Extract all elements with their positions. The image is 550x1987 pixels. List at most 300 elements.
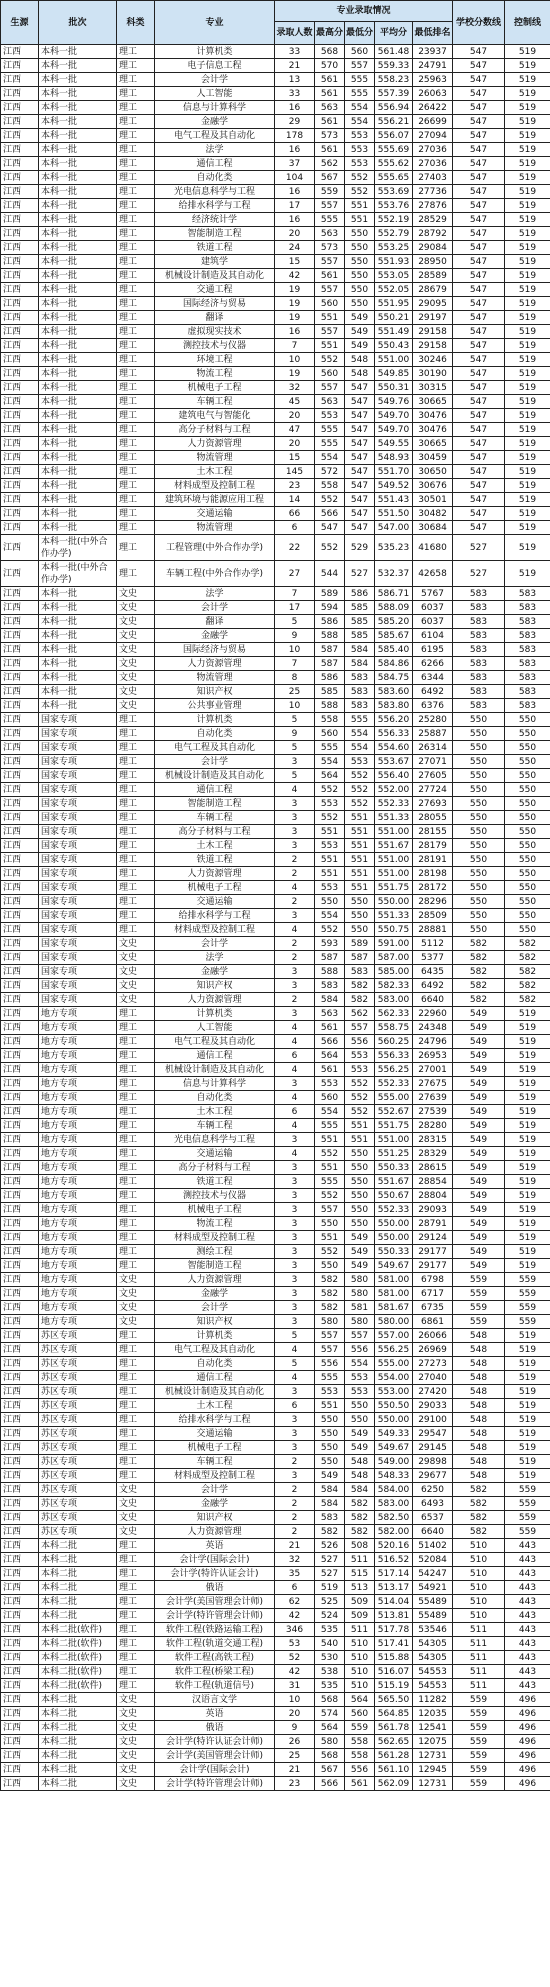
cell-school-line: 550 [453, 839, 505, 853]
cell-source: 江西 [1, 423, 39, 437]
cell-batch: 地方专项 [39, 1133, 117, 1147]
cell-count: 21 [275, 1763, 315, 1777]
table-row [1, 1651, 550, 1665]
cell-batch: 地方专项 [39, 1007, 117, 1021]
cell-major: 环境工程 [155, 353, 275, 367]
cell-min: 550 [345, 1161, 375, 1175]
cell-min: 549 [345, 1245, 375, 1259]
cell-avg: 558.75 [375, 1021, 413, 1035]
cell-min: 560 [345, 1707, 375, 1721]
cell-source: 江西 [1, 713, 39, 727]
cell-count: 42 [275, 269, 315, 283]
cell-avg: 556.21 [375, 115, 413, 129]
cell-batch: 国家专项 [39, 755, 117, 769]
cell-source: 江西 [1, 783, 39, 797]
table-row [1, 1749, 550, 1763]
cell-max: 560 [315, 367, 345, 381]
cell-rank: 6435 [413, 965, 453, 979]
cell-source: 江西 [1, 657, 39, 671]
cell-max: 552 [315, 923, 345, 937]
table-row [1, 755, 550, 769]
cell-major: 信息与计算科学 [155, 1077, 275, 1091]
cell-min: 551 [345, 213, 375, 227]
cell-batch: 本科一批 [39, 157, 117, 171]
cell-rank: 27539 [413, 1105, 453, 1119]
cell-avg: 548.93 [375, 451, 413, 465]
cell-max: 550 [315, 1217, 345, 1231]
cell-source: 江西 [1, 979, 39, 993]
cell-batch: 国家专项 [39, 853, 117, 867]
cell-count: 5 [275, 741, 315, 755]
cell-count: 104 [275, 171, 315, 185]
cell-max: 557 [315, 283, 345, 297]
cell-min: 549 [345, 1231, 375, 1245]
cell-subject: 理工 [117, 1651, 155, 1665]
cell-subject: 理工 [117, 381, 155, 395]
table-row [1, 1525, 550, 1539]
cell-rank: 28280 [413, 1119, 453, 1133]
cell-school-line: 547 [453, 409, 505, 423]
cell-max: 567 [315, 171, 345, 185]
cell-source: 江西 [1, 685, 39, 699]
cell-control-line: 582 [505, 937, 550, 951]
cell-min: 589 [345, 937, 375, 951]
cell-control-line: 519 [505, 325, 550, 339]
cell-source: 江西 [1, 381, 39, 395]
cell-count: 16 [275, 101, 315, 115]
cell-major: 人力资源管理 [155, 993, 275, 1007]
cell-min: 583 [345, 965, 375, 979]
cell-school-line: 549 [453, 1175, 505, 1189]
cell-min: 547 [345, 451, 375, 465]
cell-subject: 理工 [117, 1385, 155, 1399]
cell-subject: 理工 [117, 465, 155, 479]
table-row [1, 297, 550, 311]
table-row [1, 1721, 550, 1735]
cell-subject: 理工 [117, 59, 155, 73]
cell-batch: 国家专项 [39, 965, 117, 979]
cell-major: 交通运输 [155, 1427, 275, 1441]
cell-subject: 理工 [117, 339, 155, 353]
cell-subject: 理工 [117, 451, 155, 465]
cell-count: 5 [275, 1357, 315, 1371]
cell-school-line: 549 [453, 1035, 505, 1049]
cell-batch: 本科一批 [39, 45, 117, 59]
cell-rank: 28529 [413, 213, 453, 227]
cell-count: 15 [275, 255, 315, 269]
cell-subject: 文史 [117, 979, 155, 993]
cell-major: 知识产权 [155, 979, 275, 993]
cell-avg: 549.70 [375, 409, 413, 423]
cell-control-line: 519 [505, 1119, 550, 1133]
cell-avg: 549.67 [375, 1441, 413, 1455]
cell-max: 551 [315, 1231, 345, 1245]
cell-batch: 地方专项 [39, 1063, 117, 1077]
cell-major: 物流工程 [155, 367, 275, 381]
cell-major: 电气工程及其自动化 [155, 129, 275, 143]
cell-school-line: 582 [453, 937, 505, 951]
cell-avg: 591.00 [375, 937, 413, 951]
cell-rank: 28679 [413, 283, 453, 297]
cell-batch: 国家专项 [39, 825, 117, 839]
cell-max: 553 [315, 839, 345, 853]
cell-count: 3 [275, 965, 315, 979]
cell-control-line: 519 [505, 465, 550, 479]
table-row [1, 811, 550, 825]
cell-min: 580 [345, 1287, 375, 1301]
cell-source: 江西 [1, 1119, 39, 1133]
cell-batch: 苏区专项 [39, 1441, 117, 1455]
cell-count: 4 [275, 881, 315, 895]
cell-school-line: 549 [453, 1007, 505, 1021]
cell-subject: 理工 [117, 1623, 155, 1637]
cell-control-line: 443 [505, 1679, 550, 1693]
cell-major: 金融学 [155, 115, 275, 129]
cell-subject: 理工 [117, 115, 155, 129]
cell-rank: 28055 [413, 811, 453, 825]
cell-rank: 23937 [413, 45, 453, 59]
cell-major: 法学 [155, 951, 275, 965]
cell-school-line: 559 [453, 1749, 505, 1763]
cell-min: 555 [345, 73, 375, 87]
cell-subject: 文史 [117, 1287, 155, 1301]
cell-school-line: 583 [453, 699, 505, 713]
cell-min: 547 [345, 507, 375, 521]
cell-school-line: 583 [453, 629, 505, 643]
cell-rank: 30676 [413, 479, 453, 493]
cell-avg: 551.00 [375, 825, 413, 839]
cell-batch: 国家专项 [39, 979, 117, 993]
cell-max: 561 [315, 1021, 345, 1035]
cell-school-line: 547 [453, 157, 505, 171]
cell-control-line: 550 [505, 839, 550, 853]
cell-batch: 苏区专项 [39, 1469, 117, 1483]
cell-min: 580 [345, 1315, 375, 1329]
cell-max: 557 [315, 381, 345, 395]
table-row [1, 1693, 550, 1707]
cell-batch: 本科一批 [39, 325, 117, 339]
cell-source: 江西 [1, 601, 39, 615]
cell-count: 4 [275, 1119, 315, 1133]
cell-major: 国际经济与贸易 [155, 643, 275, 657]
cell-subject: 理工 [117, 521, 155, 535]
cell-source: 江西 [1, 1777, 39, 1791]
cell-rank: 12945 [413, 1763, 453, 1777]
cell-max: 566 [315, 507, 345, 521]
cell-major: 法学 [155, 143, 275, 157]
cell-school-line: 549 [453, 1217, 505, 1231]
cell-count: 3 [275, 1203, 315, 1217]
cell-min: 550 [345, 227, 375, 241]
cell-subject: 理工 [117, 741, 155, 755]
table-row [1, 1231, 550, 1245]
table-row [1, 423, 550, 437]
table-row [1, 1021, 550, 1035]
cell-count: 2 [275, 951, 315, 965]
cell-batch: 地方专项 [39, 1175, 117, 1189]
cell-batch: 本科一批 [39, 437, 117, 451]
cell-avg: 550.33 [375, 1245, 413, 1259]
cell-count: 20 [275, 1707, 315, 1721]
cell-min: 508 [345, 1539, 375, 1553]
cell-avg: 553.25 [375, 241, 413, 255]
cell-subject: 理工 [117, 255, 155, 269]
cell-control-line: 519 [505, 157, 550, 171]
cell-batch: 本科二批 [39, 1707, 117, 1721]
cell-count: 7 [275, 657, 315, 671]
table-row [1, 895, 550, 909]
table-row [1, 1707, 550, 1721]
cell-school-line: 550 [453, 769, 505, 783]
cell-rank: 26314 [413, 741, 453, 755]
cell-subject: 理工 [117, 1357, 155, 1371]
cell-avg: 552.05 [375, 283, 413, 297]
cell-avg: 517.41 [375, 1637, 413, 1651]
table-row [1, 1665, 550, 1679]
cell-max: 552 [315, 1245, 345, 1259]
cell-count: 2 [275, 937, 315, 951]
cell-subject: 文史 [117, 1707, 155, 1721]
cell-control-line: 519 [505, 1441, 550, 1455]
cell-batch: 国家专项 [39, 867, 117, 881]
cell-source: 江西 [1, 1609, 39, 1623]
cell-source: 江西 [1, 185, 39, 199]
cell-count: 20 [275, 409, 315, 423]
cell-max: 580 [315, 1735, 345, 1749]
cell-min: 553 [345, 143, 375, 157]
cell-max: 554 [315, 755, 345, 769]
cell-avg: 556.25 [375, 1063, 413, 1077]
cell-school-line: 547 [453, 437, 505, 451]
cell-rank: 27094 [413, 129, 453, 143]
cell-avg: 583.80 [375, 699, 413, 713]
cell-source: 江西 [1, 699, 39, 713]
cell-min: 582 [345, 979, 375, 993]
cell-count: 2 [275, 1455, 315, 1469]
cell-source: 江西 [1, 881, 39, 895]
cell-min: 550 [345, 909, 375, 923]
table-row [1, 1049, 550, 1063]
cell-avg: 557.39 [375, 87, 413, 101]
cell-source: 江西 [1, 993, 39, 1007]
cell-avg: 561.10 [375, 1763, 413, 1777]
cell-min: 552 [345, 797, 375, 811]
cell-school-line: 549 [453, 1063, 505, 1077]
cell-rank: 29124 [413, 1231, 453, 1245]
cell-count: 3 [275, 1469, 315, 1483]
cell-control-line: 519 [505, 1091, 550, 1105]
cell-min: 564 [345, 1693, 375, 1707]
table-row [1, 1553, 550, 1567]
cell-source: 江西 [1, 1189, 39, 1203]
cell-school-line: 550 [453, 867, 505, 881]
cell-source: 江西 [1, 115, 39, 129]
cell-major: 通信工程 [155, 1049, 275, 1063]
cell-min: 550 [345, 1189, 375, 1203]
cell-major: 光电信息科学与工程 [155, 1133, 275, 1147]
cell-school-line: 583 [453, 657, 505, 671]
cell-rank: 6537 [413, 1511, 453, 1525]
cell-max: 582 [315, 1525, 345, 1539]
cell-avg: 551.43 [375, 493, 413, 507]
cell-count: 8 [275, 671, 315, 685]
cell-min: 551 [345, 853, 375, 867]
cell-control-line: 519 [505, 437, 550, 451]
cell-control-line: 519 [505, 1203, 550, 1217]
cell-min: 550 [345, 895, 375, 909]
cell-major: 汉语言文学 [155, 1693, 275, 1707]
cell-max: 587 [315, 657, 345, 671]
table-row [1, 1455, 550, 1469]
cell-max: 584 [315, 993, 345, 1007]
cell-batch: 地方专项 [39, 1217, 117, 1231]
cell-avg: 551.93 [375, 255, 413, 269]
cell-control-line: 559 [505, 1483, 550, 1497]
cell-source: 江西 [1, 339, 39, 353]
cell-control-line: 550 [505, 727, 550, 741]
cell-avg: 549.52 [375, 479, 413, 493]
cell-count: 25 [275, 685, 315, 699]
cell-count: 16 [275, 143, 315, 157]
cell-max: 561 [315, 115, 345, 129]
cell-min: 550 [345, 283, 375, 297]
cell-avg: 583.00 [375, 993, 413, 1007]
cell-count: 3 [275, 909, 315, 923]
cell-control-line: 583 [505, 587, 550, 601]
cell-rank: 30482 [413, 507, 453, 521]
cell-major: 人力资源管理 [155, 1273, 275, 1287]
cell-count: 3 [275, 979, 315, 993]
cell-subject: 理工 [117, 45, 155, 59]
cell-count: 178 [275, 129, 315, 143]
cell-control-line: 519 [505, 311, 550, 325]
cell-count: 4 [275, 1343, 315, 1357]
cell-min: 556 [345, 1035, 375, 1049]
cell-rank: 28950 [413, 255, 453, 269]
cell-subject: 理工 [117, 1147, 155, 1161]
cell-count: 2 [275, 1497, 315, 1511]
cell-major: 通信工程 [155, 783, 275, 797]
cell-source: 江西 [1, 1259, 39, 1273]
cell-control-line: 559 [505, 1525, 550, 1539]
cell-count: 3 [275, 1077, 315, 1091]
cell-control-line: 519 [505, 353, 550, 367]
cell-control-line: 550 [505, 909, 550, 923]
cell-max: 557 [315, 1329, 345, 1343]
table-row [1, 601, 550, 615]
cell-major: 计算机类 [155, 1329, 275, 1343]
cell-control-line: 519 [505, 507, 550, 521]
cell-control-line: 519 [505, 1077, 550, 1091]
table-row [1, 283, 550, 297]
cell-source: 江西 [1, 45, 39, 59]
cell-rank: 27639 [413, 1091, 453, 1105]
cell-subject: 文史 [117, 671, 155, 685]
cell-source: 江西 [1, 1553, 39, 1567]
cell-max: 550 [315, 1455, 345, 1469]
table-row [1, 727, 550, 741]
cell-source: 江西 [1, 1469, 39, 1483]
table-row [1, 1609, 550, 1623]
cell-min: 513 [345, 1581, 375, 1595]
cell-avg: 550.50 [375, 1399, 413, 1413]
cell-major: 给排水科学与工程 [155, 909, 275, 923]
cell-school-line: 548 [453, 1413, 505, 1427]
cell-source: 江西 [1, 1763, 39, 1777]
table-row [1, 227, 550, 241]
cell-max: 558 [315, 479, 345, 493]
cell-count: 10 [275, 353, 315, 367]
table-row [1, 629, 550, 643]
cell-rank: 6195 [413, 643, 453, 657]
cell-avg: 562.33 [375, 1007, 413, 1021]
cell-batch: 本科一批 [39, 521, 117, 535]
cell-school-line: 547 [453, 353, 505, 367]
cell-avg: 549.33 [375, 1427, 413, 1441]
cell-min: 582 [345, 1511, 375, 1525]
cell-max: 584 [315, 1483, 345, 1497]
cell-min: 554 [345, 101, 375, 115]
cell-subject: 理工 [117, 1245, 155, 1259]
cell-avg: 551.70 [375, 465, 413, 479]
table-row [1, 1259, 550, 1273]
cell-school-line: 510 [453, 1553, 505, 1567]
cell-school-line: 583 [453, 685, 505, 699]
cell-source: 江西 [1, 1301, 39, 1315]
cell-max: 551 [315, 1399, 345, 1413]
cell-source: 江西 [1, 101, 39, 115]
cell-max: 557 [315, 1203, 345, 1217]
cell-count: 3 [275, 1217, 315, 1231]
cell-major: 人力资源管理 [155, 867, 275, 881]
table-row [1, 615, 550, 629]
cell-batch: 本科一批 [39, 73, 117, 87]
cell-source: 江西 [1, 1497, 39, 1511]
cell-control-line: 519 [505, 451, 550, 465]
cell-rank: 28172 [413, 881, 453, 895]
cell-control-line: 519 [505, 59, 550, 73]
cell-batch: 本科一批 [39, 685, 117, 699]
cell-subject: 理工 [117, 1231, 155, 1245]
cell-min: 547 [345, 521, 375, 535]
table-row [1, 1511, 550, 1525]
cell-major: 土木工程 [155, 1399, 275, 1413]
cell-batch: 本科二批 [39, 1609, 117, 1623]
cell-source: 江西 [1, 1735, 39, 1749]
cell-count: 19 [275, 311, 315, 325]
cell-school-line: 583 [453, 601, 505, 615]
cell-count: 16 [275, 325, 315, 339]
cell-max: 560 [315, 297, 345, 311]
col-school-line: 学校分数线 [453, 1, 505, 45]
cell-batch: 国家专项 [39, 741, 117, 755]
cell-min: 547 [345, 493, 375, 507]
cell-control-line: 583 [505, 685, 550, 699]
cell-batch: 苏区专项 [39, 1343, 117, 1357]
cell-min: 548 [345, 1469, 375, 1483]
cell-subject: 理工 [117, 1665, 155, 1679]
cell-count: 346 [275, 1623, 315, 1637]
cell-rank: 29197 [413, 311, 453, 325]
cell-avg: 513.17 [375, 1581, 413, 1595]
cell-subject: 文史 [117, 657, 155, 671]
cell-min: 553 [345, 755, 375, 769]
cell-control-line: 519 [505, 101, 550, 115]
cell-rank: 6493 [413, 1497, 453, 1511]
cell-avg: 587.00 [375, 951, 413, 965]
cell-subject: 理工 [117, 909, 155, 923]
cell-avg: 561.48 [375, 45, 413, 59]
